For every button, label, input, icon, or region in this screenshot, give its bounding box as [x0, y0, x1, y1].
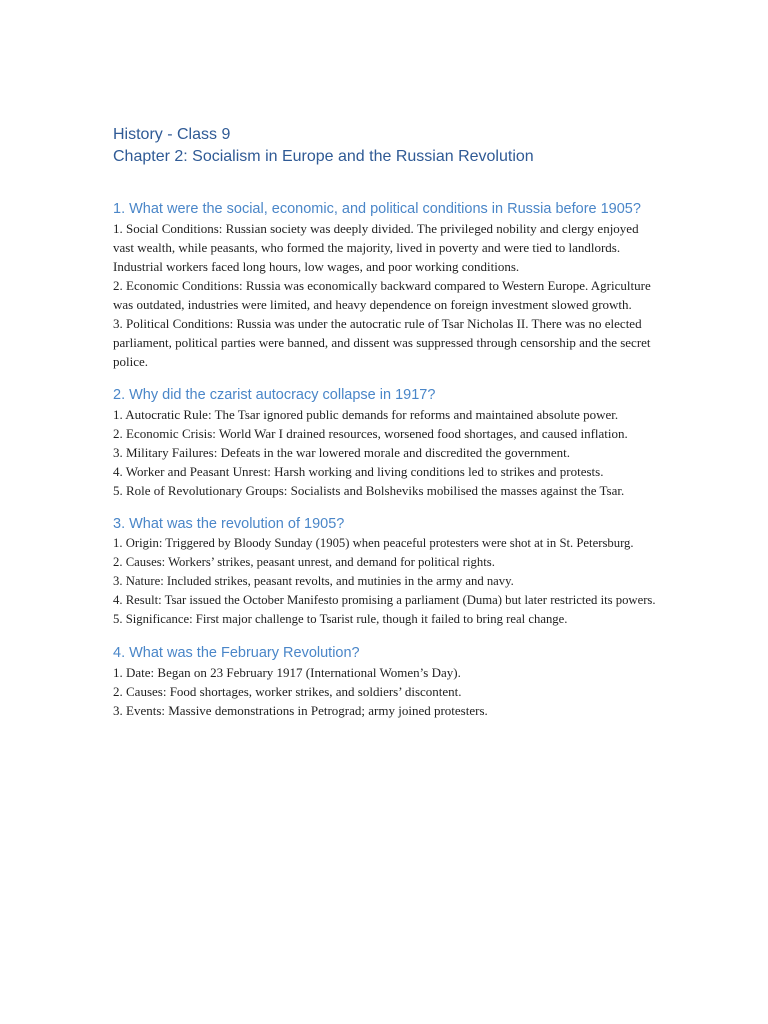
question-section-2: [113, 385, 658, 500]
answer-list: [113, 534, 658, 629]
question-section-3: [113, 514, 658, 629]
question-section-1: [113, 199, 658, 371]
question-section-4: [113, 643, 658, 720]
answer-item: 4. Worker and Peasant Unrest: Harsh working and living conditions led to strikes and protests.: [113, 464, 604, 479]
answer-item: 2. Causes: Workers’ strikes, peasant unrest, and demand for political rights.: [113, 555, 495, 569]
document-subject: History - Class 9: [113, 126, 231, 143]
answer-item: 2. Economic Conditions: Russia was economically backward compared to Western Europe. Agriculture was outdated, industries were limited, and heavy dependence on foreign investment slowed growth.: [113, 278, 651, 312]
answer-item: 3. Nature: Included strikes, peasant revolts, and mutinies in the army and navy.: [113, 574, 514, 588]
document-page: [113, 124, 658, 734]
answer-item: 3. Political Conditions: Russia was under the autocratic rule of Tsar Nicholas II. There was no elected parliament, political parties were banned, and dissent was suppressed through censorship and the secret police.: [113, 316, 651, 369]
question-heading: 1. What were the social, economic, and political conditions in Russia before 1905?: [113, 201, 641, 217]
question-heading: 3. What was the revolution of 1905?: [113, 516, 345, 532]
answer-item: 1. Autocratic Rule: The Tsar ignored public demands for reforms and maintained absolute power.: [113, 407, 619, 422]
answer-item: 2. Economic Crisis: World War I drained resources, worsened food shortages, and caused inflation.: [113, 426, 628, 441]
question-heading: 2. Why did the czarist autocracy collapse in 1917?: [113, 387, 436, 403]
answer-item: 5. Role of Revolutionary Groups: Socialists and Bolsheviks mobilised the masses against the Tsar.: [113, 483, 625, 498]
answer-item: 1. Origin: Triggered by Bloody Sunday (1905) when peaceful protesters were shot at in St. Petersburg.: [113, 536, 634, 550]
answer-item: 2. Causes: Food shortages, worker strikes, and soldiers’ discontent.: [113, 684, 462, 699]
answer-item: 3. Military Failures: Defeats in the war lowered morale and discredited the government.: [113, 445, 571, 460]
answer-item: 3. Events: Massive demonstrations in Petrograd; army joined protesters.: [113, 703, 488, 718]
answer-list: [113, 405, 658, 500]
answer-item: 4. Result: Tsar issued the October Manifesto promising a parliament (Duma) but later restricted its powers.: [113, 593, 656, 607]
document-chapter-title: Chapter 2: Socialism in Europe and the Russian Revolution: [113, 148, 534, 165]
answer-item: 5. Significance: First major challenge to Tsarist rule, though it failed to bring real change.: [113, 612, 568, 626]
answer-list: [113, 663, 658, 720]
answer-list: [113, 219, 658, 371]
question-heading: 4. What was the February Revolution?: [113, 645, 360, 661]
answer-item: 1. Social Conditions: Russian society was deeply divided. The privileged nobility and clergy enjoyed vast wealth, while peasants, who formed the majority, lived in poverty and were tied to landlords. Industrial workers faced long hours, low wages, and poor working conditions.: [113, 221, 639, 274]
answer-item: 1. Date: Began on 23 February 1917 (International Women’s Day).: [113, 665, 461, 680]
